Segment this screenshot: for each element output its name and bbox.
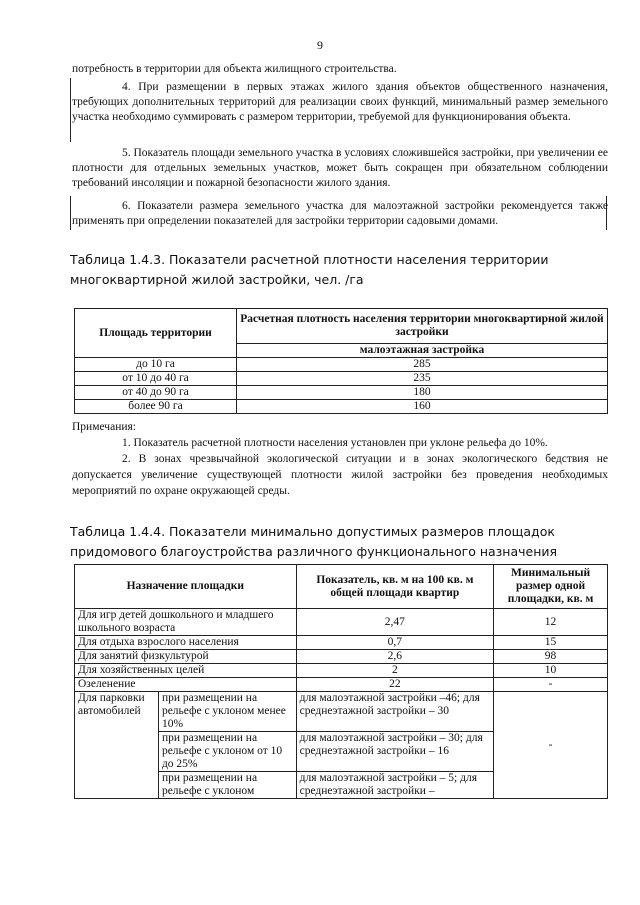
page-number: 9 [317, 38, 323, 52]
header-low-rise: малоэтажная застройка [237, 344, 608, 358]
header-purpose: Назначение площадки [75, 565, 297, 609]
table-row: при размещении на рельефе с уклоном от 10 до 25% для малоэтажной застройки – 30; для среднеэтажной застройки – 16 [75, 732, 608, 772]
table-row: Для отдыха взрослого населения 0,7 15 [75, 636, 608, 650]
paragraph-1: потребность в территории для объекта жилищного строительства. [72, 63, 397, 75]
table-row: Для парковки автомобилей при размещении на рельефе с уклоном менее 10% для малоэтажной застройки –46; для среднеэтажной застройки – 30 - [75, 692, 608, 732]
header-indicator: Показатель, кв. м на 100 кв. м общей площади квартир [296, 565, 493, 609]
table-row: Для занятий физкультурой 2,6 98 [75, 650, 608, 664]
header-area: Площадь территории [75, 309, 237, 358]
margin-bar [70, 196, 71, 230]
playground-table [74, 564, 608, 799]
table-row: от 10 до 40 га 235 [75, 372, 608, 386]
table-row: Для игр детей дошкольного и младшего школьного возраста 2,47 12 [75, 609, 608, 636]
margin-bar [70, 78, 71, 142]
paragraph-2: 4. При размещении в первых этажах жилого здания объектов общественного назначения, требующих дополнительных территорий для реализации своих функций, минимальный размер земельного участка необходимо суммировать с размером территории, требуемой для функционирования объекта. [72, 81, 608, 123]
parking-label: Для парковки автомобилей [75, 692, 159, 799]
note-1: 1. Показатель расчетной плотности населения установлен при уклоне рельефа до 10%. [122, 437, 548, 449]
table-row: при размещении на рельефе с уклоном для малоэтажной застройки – 5; для среднеэтажной застройки – [75, 772, 608, 799]
paragraph-3: 5. Показатель площади земельного участка в условиях сложившейся застройки, при увеличении ее плотности для отдельных земельных участков, может быть сокращен при обязательном соблюдении требований инсоляции и пожарной безопасности жилого здания. [72, 147, 608, 189]
table3-caption: Таблица 1.4.3. Показатели расчетной плотности населения территории многоквартирной жилой застройки, чел. /га [70, 252, 549, 287]
paragraph-4: 6. Показатели размера земельного участка для малоэтажной застройки рекомендуется также применять при определении показателей для застройки территории садовыми домами. [72, 200, 608, 227]
table-row: до 10 га 285 [75, 358, 608, 372]
header-density: Расчетная плотность населения территории многоквартирной жилой застройки [237, 309, 608, 344]
notes-title: Примечания: [72, 421, 136, 433]
note-2: 2. В зонах чрезвычайной экологической ситуации и в зонах экологического бедствия не допускается увеличение существующей плотности жилой застройки без проведения необходимых мероприятий по охране окружающей среды. [72, 453, 608, 497]
header-min-size: Минимальный размер одной площадки, кв. м [494, 565, 608, 609]
table4-caption: Таблица 1.4.4. Показатели минимально допустимых размеров площадок придомового благоустройства различного функционального назначения [70, 524, 558, 559]
table-row: Для хозяйственных целей 2 10 [75, 664, 608, 678]
table-row: более 90 га 160 [75, 400, 608, 414]
table-row: от 40 до 90 га 180 [75, 386, 608, 400]
parking-min: - [494, 692, 608, 799]
notes [72, 419, 608, 499]
density-table [74, 308, 608, 414]
table-row: Озеленение 22 - [75, 678, 608, 692]
